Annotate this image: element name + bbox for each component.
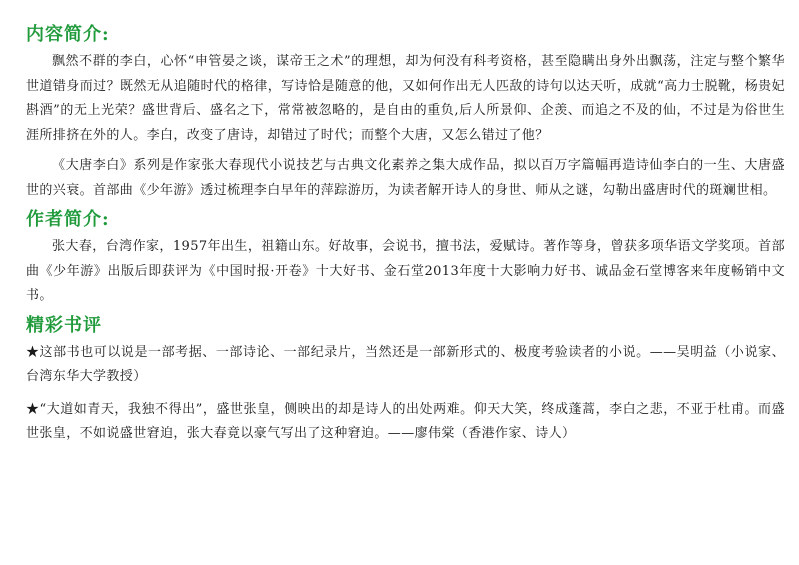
intro-paragraph: 《大唐李白》系列是作家张大春现代小说技艺与古典文化素养之集大成作品，拟以百万字篇幅再造诗仙李白的一生、大唐盛世的兴衰。首部曲《少年游》透过梳理李白早年的萍踪游历，为读者解开诗人的身世、师从之谜，勾勒出盛唐时代的斑斓世相。 (26, 158, 785, 198)
review-item: ★这部书也可以说是一部考据、一部诗论、一部纪录片，当然还是一部新形式的、极度考验读者的小说。——吴明益（小说家、台湾东华大学教授） (26, 344, 785, 384)
author-heading: 作者简介: (26, 209, 110, 230)
intro-paragraph: 飘然不群的李白，心怀“申管晏之谈，谋帝王之术”的理想，却为何没有科考资格，甚至隐瞒出身外出飘荡，注定与整个繁华世道错身而过？既然无从追随时代的格律，写诗恰是随意的他，又如何作出无人匹敌的诗句以达天听，成就“高力士脱靴，杨贵妃斟酒”的无上光荣？盛世背后、盛名之下，常常被忽略的，是自由的重负,后人所景仰、企羡、而追之不及的仙，不过是为俗世生涯所排挤在外的人。李白，改变了唐诗，却错过了时代；而整个大唐，又怎么错过了他？ (26, 54, 785, 143)
reviews-heading: 精彩书评 (26, 314, 102, 336)
author-paragraph: 张大春，台湾作家，1957年出生，祖籍山东。好故事，会说书，擅书法，爱赋诗。著作等身，曾获多项华语文学奖项。首部曲《少年游》出版后即获评为《中国时报·开卷》十大好书、金石堂2013年度十大影响力好书、诚品金石堂博客来年度畅销中文书。 (26, 239, 785, 303)
review-item: ★“大道如青天，我独不得出”，盛世张皇，侧映出的却是诗人的出处两难。仰天大笑，终成蓬蒿，李白之悲，不亚于杜甫。而盛世张皇，不如说盛世窘迫，张大春竟以豪气写出了这种窘迫。——廖伟棠（香港作家、诗人） (26, 401, 785, 441)
intro-heading: 内容简介: (26, 24, 110, 45)
